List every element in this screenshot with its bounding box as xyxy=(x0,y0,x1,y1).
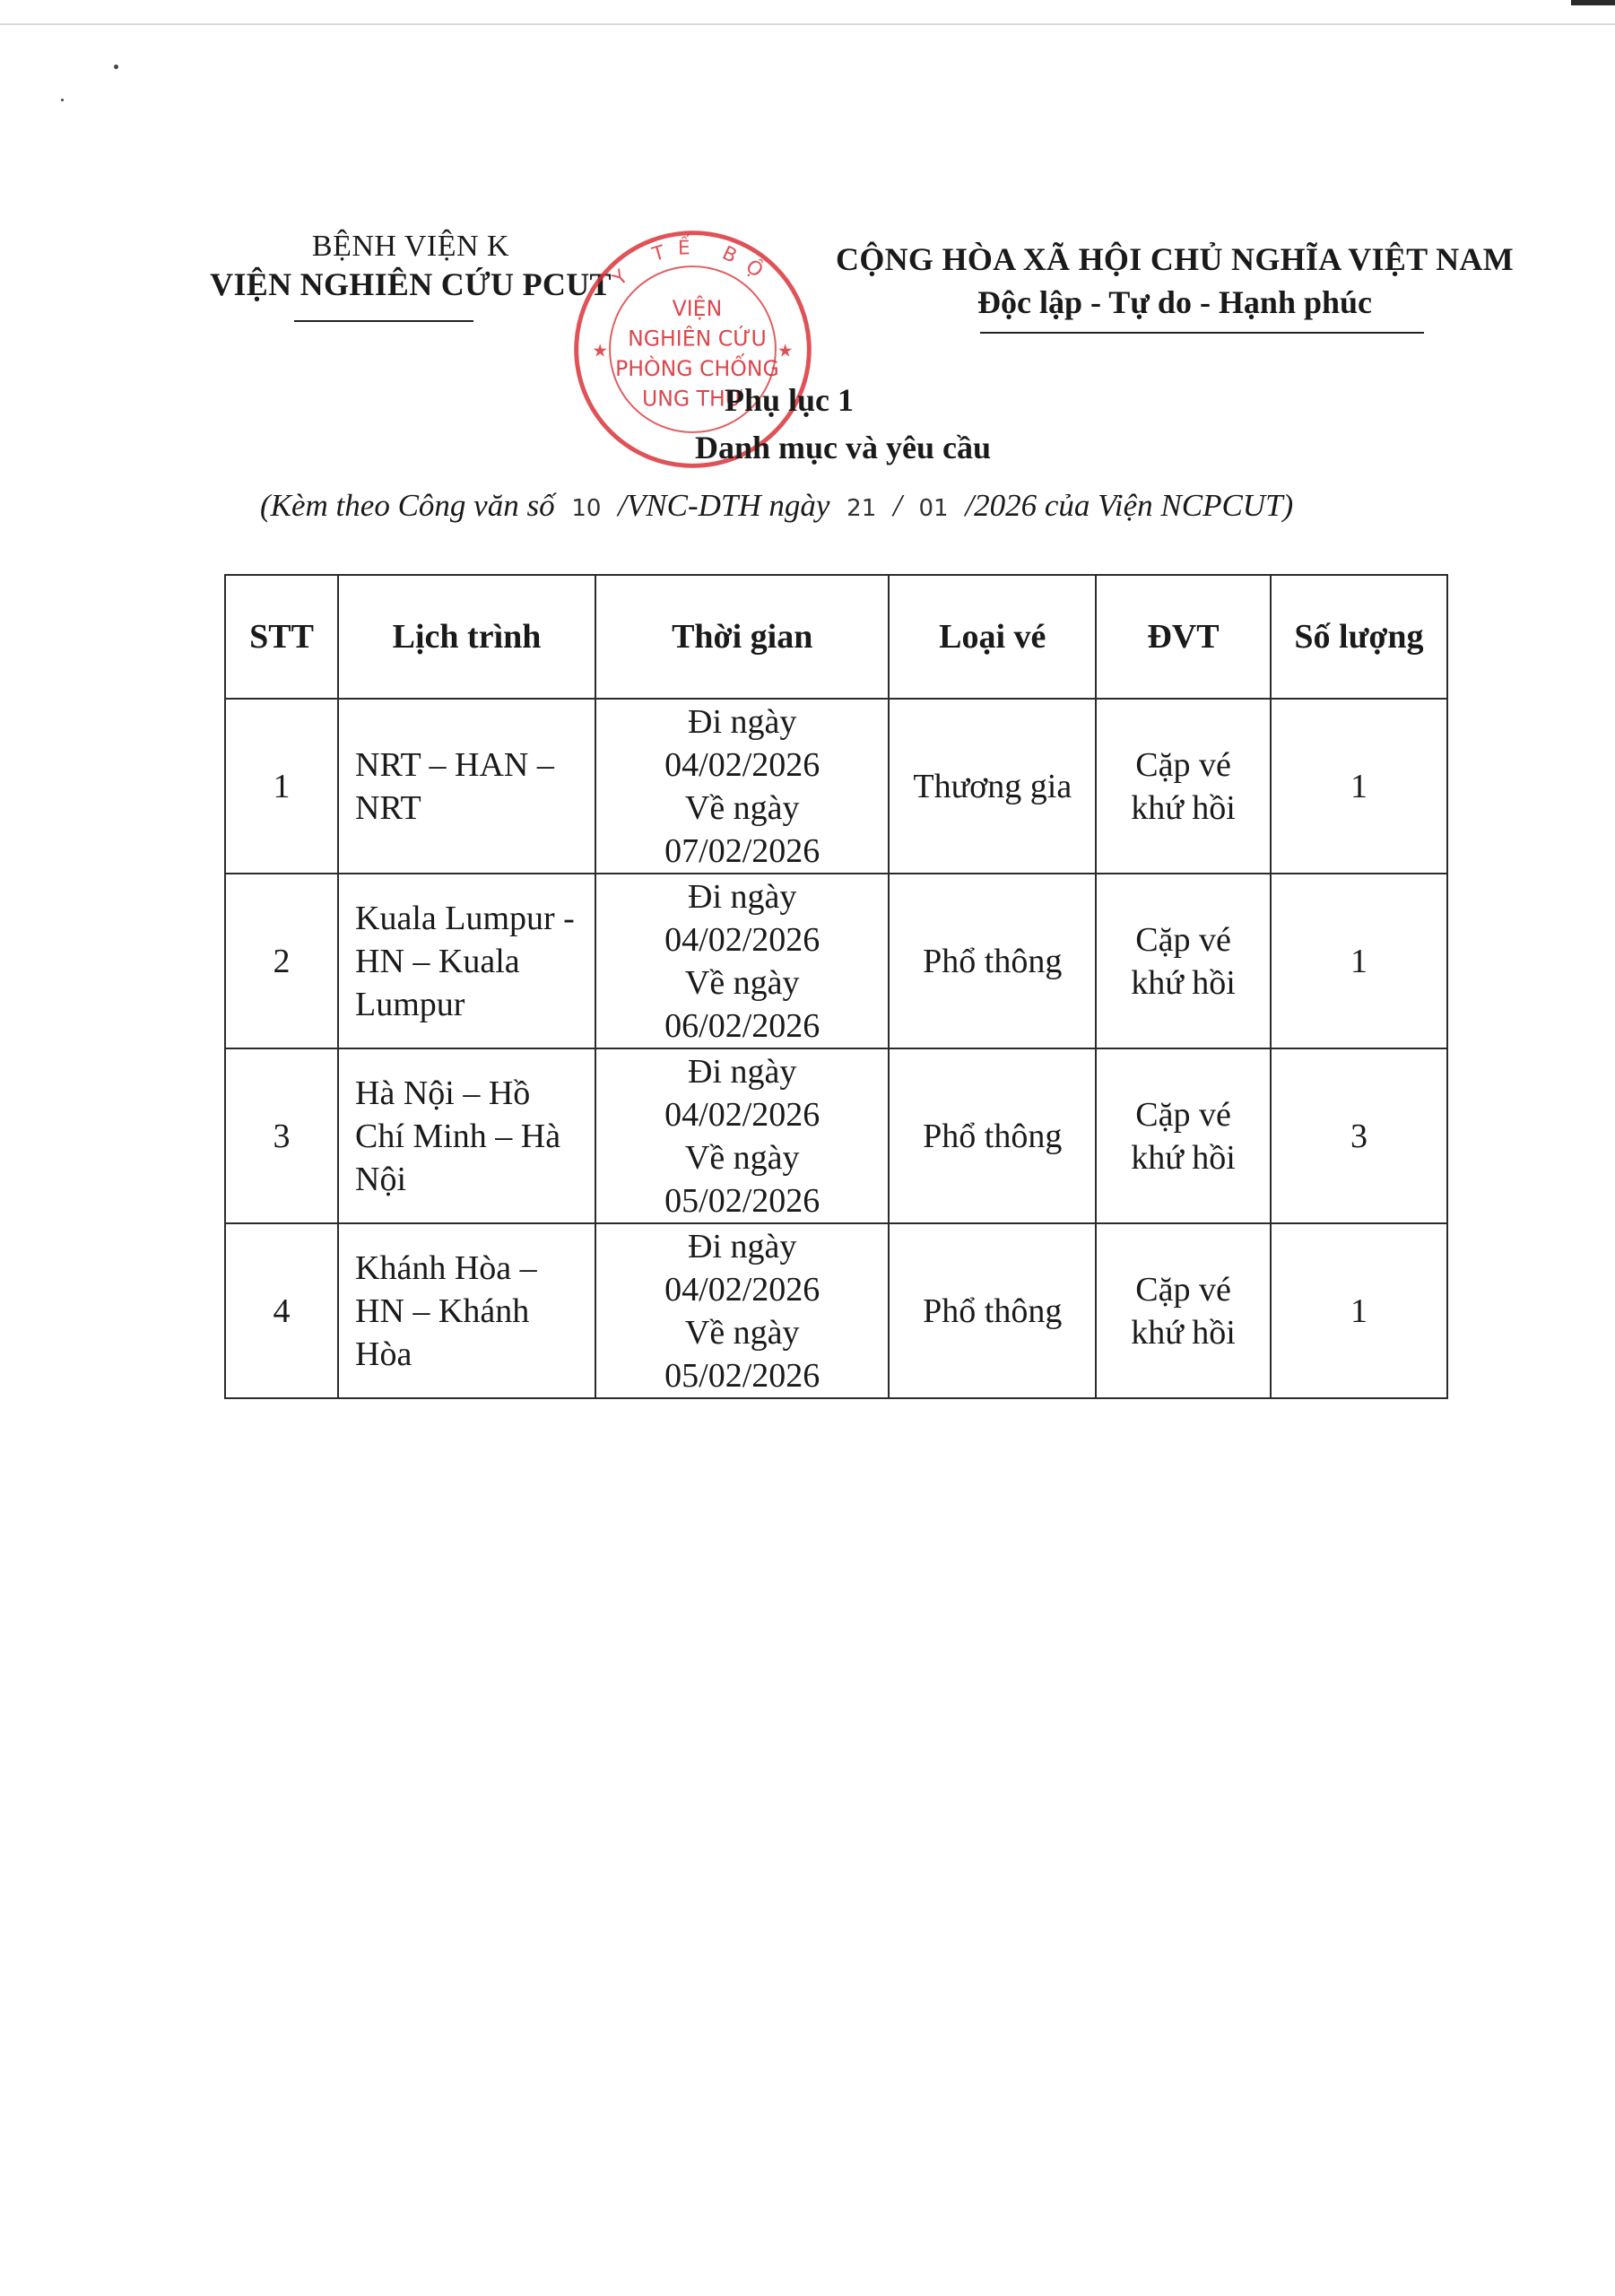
scan-edge-line xyxy=(0,23,1615,25)
table-row xyxy=(225,874,1447,1048)
motto-underline xyxy=(980,332,1424,334)
table-row xyxy=(225,1223,1447,1398)
cell-route: Kuala Lumpur - HN – Kuala Lumpur xyxy=(338,874,595,1048)
seal-line-1: VIỆN xyxy=(672,296,723,322)
org-name: VIỆN NGHIÊN CỨU PCUT xyxy=(210,266,612,302)
org-underline xyxy=(294,320,473,322)
scan-speck xyxy=(61,99,64,101)
cell-unit: Cặp vé khứ hồi xyxy=(1096,699,1271,874)
cell-stt: 2 xyxy=(225,874,338,1048)
document-number-handwritten: 10 xyxy=(571,495,602,522)
attachment-mid: /VNC-DTH ngày xyxy=(618,488,830,523)
org-parent-name: BỆNH VIỆN K xyxy=(311,230,510,263)
cell-time xyxy=(595,874,889,1048)
cell-unit: Cặp vé khứ hồi xyxy=(1096,1223,1271,1398)
date-day-handwritten: 21 xyxy=(847,495,877,522)
depart-date: 04/02/2026 xyxy=(664,1095,821,1134)
svg-text:Y TẾ BỘ: Y TẾ BỘ xyxy=(608,236,777,291)
cell-quantity: 3 xyxy=(1271,1048,1447,1223)
cell-ticket-type: Thương gia xyxy=(889,699,1096,874)
return-label: Về ngày xyxy=(684,1138,800,1177)
cell-time xyxy=(595,1048,889,1223)
scan-speck xyxy=(114,65,118,69)
seal-line-3: PHÒNG CHỐNG xyxy=(615,356,779,381)
cell-ticket-type: Phổ thông xyxy=(889,1223,1096,1398)
return-date: 05/02/2026 xyxy=(664,1356,821,1395)
header-nation xyxy=(798,240,1551,321)
cell-route: Hà Nội – Hồ Chí Minh – Hà Nội xyxy=(338,1048,595,1223)
header-route: Lịch trình xyxy=(338,575,595,699)
svg-text:★: ★ xyxy=(777,340,794,361)
cell-ticket-type: Phổ thông xyxy=(889,1048,1096,1223)
cell-stt: 1 xyxy=(225,699,338,874)
appendix-subtitle: Danh mục và yêu cầu xyxy=(694,430,992,465)
cell-quantity: 1 xyxy=(1271,1223,1447,1398)
cell-route: NRT – HAN – NRT xyxy=(338,699,595,874)
cell-ticket-type: Phổ thông xyxy=(889,874,1096,1048)
table-row xyxy=(225,699,1447,874)
cell-unit: Cặp vé khứ hồi xyxy=(1096,1048,1271,1223)
header-quantity: Số lượng xyxy=(1271,575,1447,699)
cell-stt: 4 xyxy=(225,1223,338,1398)
header-time: Thời gian xyxy=(595,575,889,699)
cell-unit: Cặp vé khứ hồi xyxy=(1096,874,1271,1048)
return-label: Về ngày xyxy=(684,1313,800,1352)
attachment-reference: (Kèm theo Công văn số 10 /VNC-DTH ngày 21 / 01 /2026 của Viện NCPCUT) xyxy=(260,488,1294,523)
header-stt: STT xyxy=(225,575,338,699)
requirements-table xyxy=(224,574,1448,1399)
return-date: 07/02/2026 xyxy=(664,831,821,870)
header-unit: ĐVT xyxy=(1096,575,1271,699)
svg-text:★: ★ xyxy=(592,340,609,361)
header-ticket-type: Loại vé xyxy=(889,575,1096,699)
date-month-handwritten: 01 xyxy=(918,495,949,522)
cell-route: Khánh Hòa – HN – Khánh Hòa xyxy=(338,1223,595,1398)
return-date: 05/02/2026 xyxy=(664,1181,821,1220)
seal-line-2: NGHIÊN CỨU xyxy=(628,326,767,352)
depart-date: 04/02/2026 xyxy=(664,745,821,784)
nation-name: CỘNG HÒA XÃ HỘI CHỦ NGHĨA VIỆT NAM xyxy=(836,241,1514,277)
cell-quantity: 1 xyxy=(1271,874,1447,1048)
depart-date: 04/02/2026 xyxy=(664,1270,821,1309)
table-header-row xyxy=(225,575,1447,699)
national-motto: Độc lập - Tự do - Hạnh phúc xyxy=(977,284,1373,320)
appendix-title: Phụ lục 1 xyxy=(724,382,855,418)
depart-label: Đi ngày xyxy=(688,877,797,916)
depart-label: Đi ngày xyxy=(688,702,797,741)
depart-date: 04/02/2026 xyxy=(664,920,821,959)
attachment-suffix: /2026 của Viện NCPCUT) xyxy=(965,488,1294,523)
cell-stt: 3 xyxy=(225,1048,338,1223)
cell-time xyxy=(595,699,889,874)
cell-time xyxy=(595,1223,889,1398)
depart-label: Đi ngày xyxy=(688,1227,797,1265)
cell-quantity: 1 xyxy=(1271,699,1447,874)
return-label: Về ngày xyxy=(684,788,800,827)
return-date: 06/02/2026 xyxy=(664,1006,821,1045)
scan-corner-mark xyxy=(1571,0,1615,5)
depart-label: Đi ngày xyxy=(688,1052,797,1091)
return-label: Về ngày xyxy=(684,963,800,1002)
table-row xyxy=(225,1048,1447,1223)
seal-line-4: UNG THƯ xyxy=(641,386,744,412)
attachment-prefix: (Kèm theo Công văn số xyxy=(260,488,555,523)
